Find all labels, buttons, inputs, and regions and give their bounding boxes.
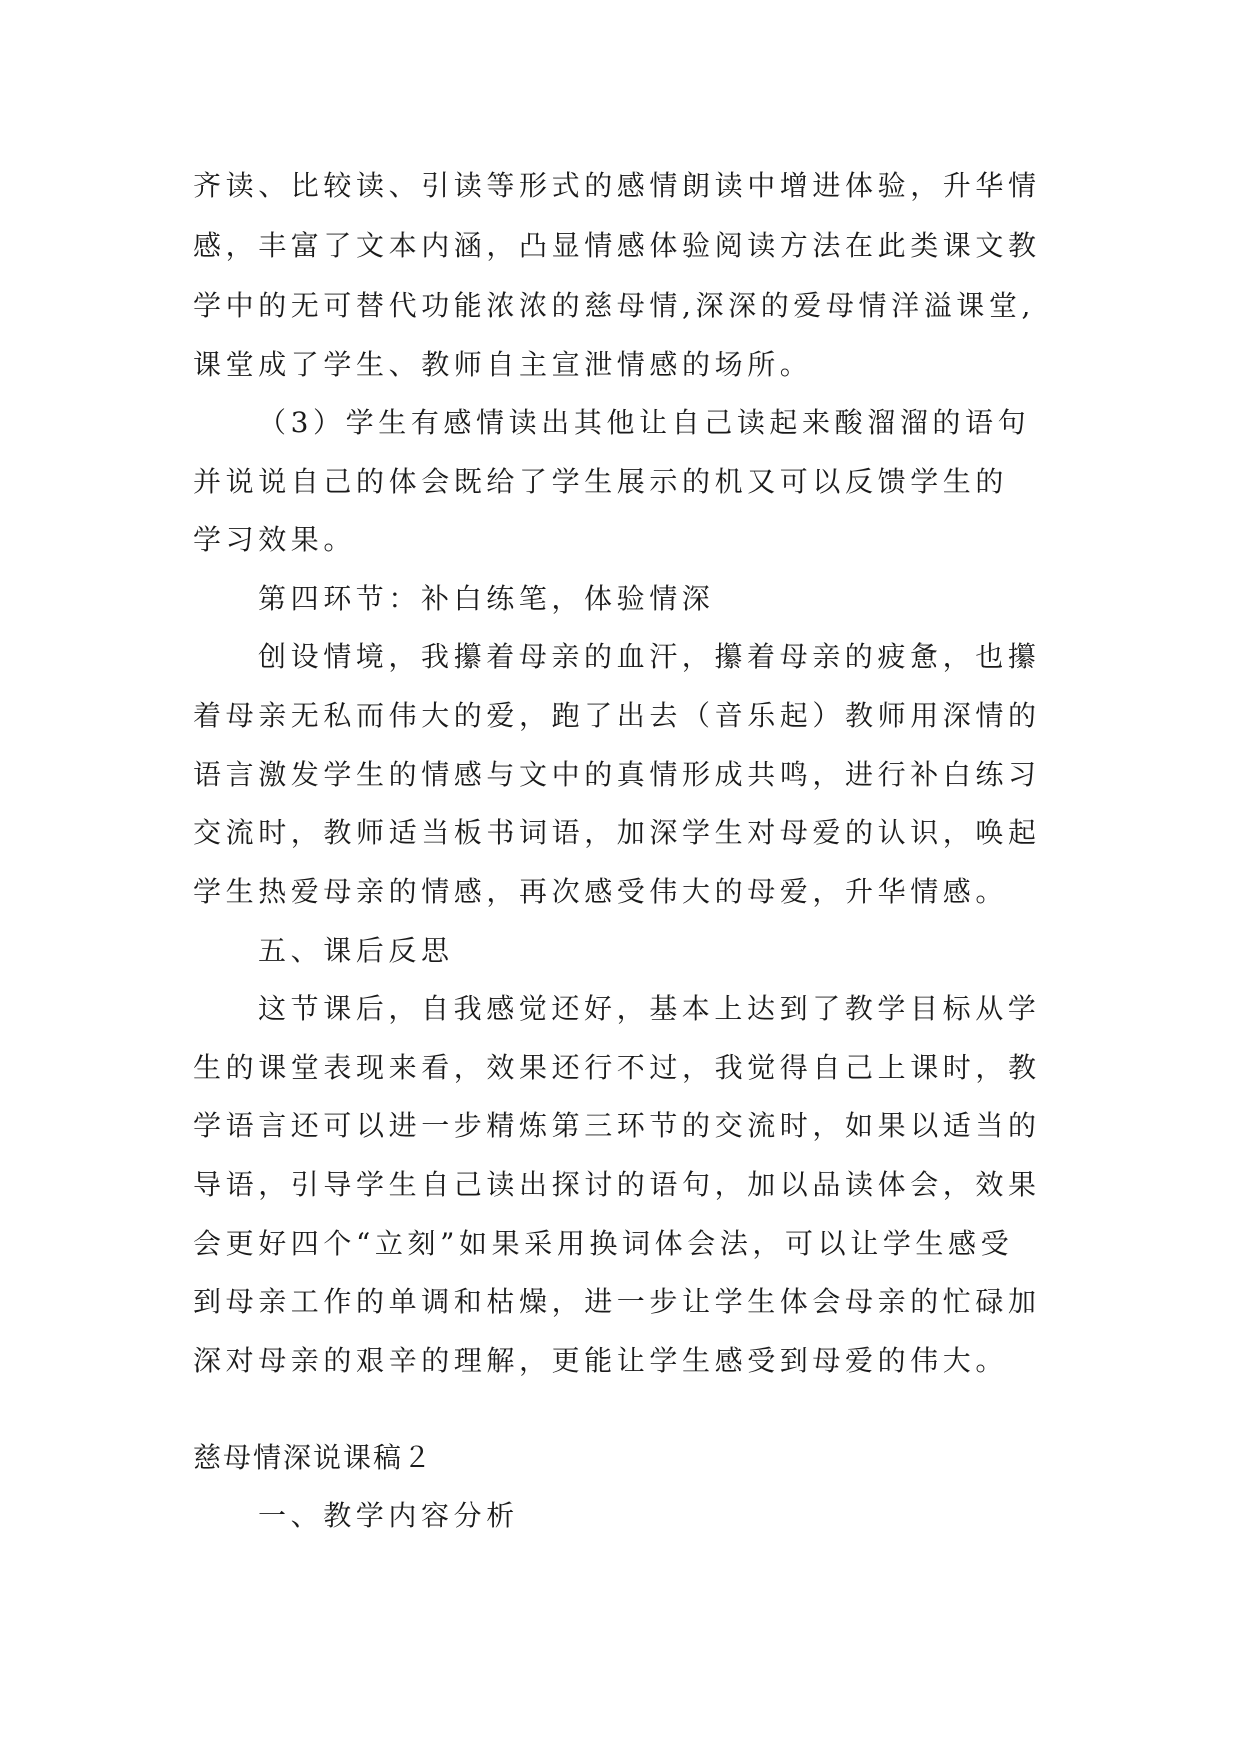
paragraph-4-line-5: 会更好四个“立刻”如果采用换词体会法，可以让学生感受 [193,1227,1014,1260]
paragraph-1-line-1: 齐读、比较读、引读等形式的感情朗读中增进体验，升华情 [193,169,1041,202]
document-2-section-heading-1: 一、教学内容分析 [258,1499,519,1532]
paragraph-4-line-4: 导语，引导学生自己读出探讨的语句，加以品读体会，效果 [193,1168,1041,1201]
paragraph-3-line-3: 语言激发学生的情感与文中的真情形成共鸣，进行补白练习 [193,758,1041,791]
paragraph-3-line-4: 交流时，教师适当板书词语，加深学生对母爱的认识，唤起 [193,816,1041,849]
paragraph-3-line-2: 着母亲无私而伟大的爱，跑了出去（音乐起）教师用深情的 [193,699,1041,732]
paragraph-1-line-3: 学中的无可替代功能浓浓的慈母情,深深的爱母情洋溢课堂, [193,289,1036,322]
paragraph-1-line-2: 感，丰富了文本内涵，凸显情感体验阅读方法在此类课文教 [193,229,1041,262]
paragraph-4-line-2: 生的课堂表现来看，效果还行不过，我觉得自己上课时，教 [193,1051,1041,1084]
section-heading-5: 五、课后反思 [258,934,454,967]
paragraph-2-line-2: 并说说自己的体会既给了学生展示的机又可以反馈学生的 [193,465,1009,498]
paragraph-4-line-1: 这节课后，自我感觉还好，基本上达到了教学目标从学 [258,992,1041,1025]
paragraph-2-line-3: 学习效果。 [193,523,357,556]
document-2-title: 慈母情深说课稿２ [193,1441,434,1474]
paragraph-3-line-1: 创设情境，我攥着母亲的血汗，攥着母亲的疲惫，也攥 [258,640,1041,673]
paragraph-3-line-5: 学生热爱母亲的情感，再次感受伟大的母爱，升华情感。 [193,875,1009,908]
paragraph-4-line-3: 学语言还可以进一步精炼第三环节的交流时，如果以适当的 [193,1109,1041,1142]
paragraph-4-line-7: 深对母亲的艰辛的理解，更能让学生感受到母爱的伟大。 [193,1344,1009,1377]
section-heading-4: 第四环节：补白练笔，体验情深 [258,582,715,615]
paragraph-2-line-1: （3）学生有感情读出其他让自己读起来酸溜溜的语句 [258,406,1031,439]
paragraph-1-line-4: 课堂成了学生、教师自主宣泄情感的场所。 [193,348,813,381]
paragraph-4-line-6: 到母亲工作的单调和枯燥，进一步让学生体会母亲的忙碌加 [193,1285,1041,1318]
